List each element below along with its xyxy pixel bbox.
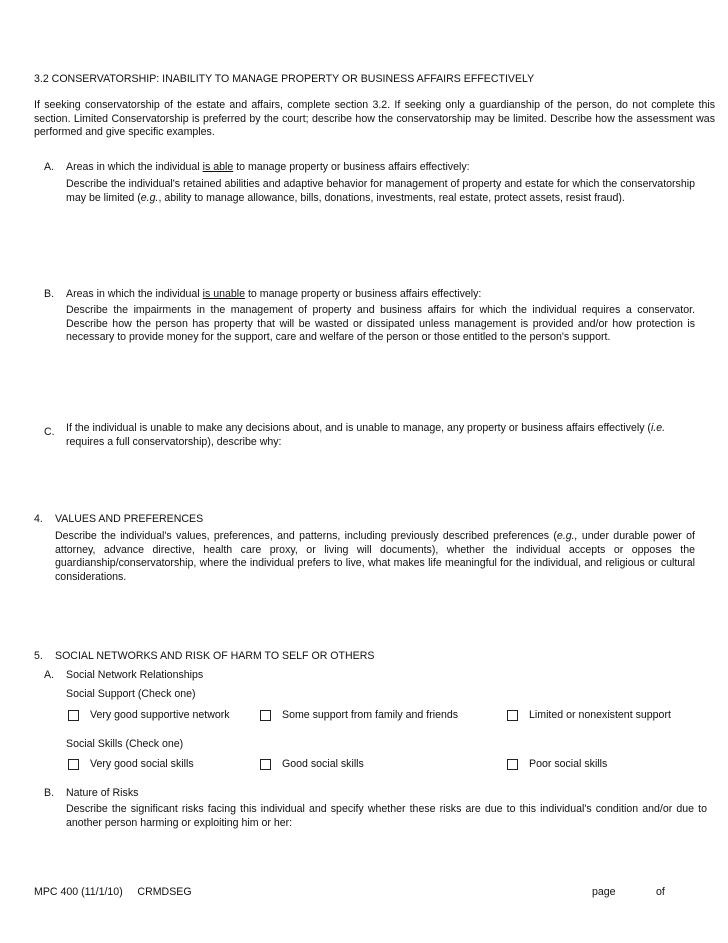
checkbox-limited-support[interactable] <box>507 710 518 721</box>
section-5-heading: SOCIAL NETWORKS AND RISK OF HARM TO SELF OR OTHERS <box>55 650 375 662</box>
checkbox-very-good-supportive-network[interactable] <box>68 710 79 721</box>
item-3-2-c-text: If the individual is unable to make any decisions about, and is unable to manage, any property or business affairs effectively (i.e. requires a full conservatorship), describe why: <box>66 422 666 448</box>
item-3-2-a-letter: A. <box>44 161 55 173</box>
checkbox-some-support[interactable] <box>260 710 271 721</box>
form-id: MPC 400 (11/1/10) CRMDSEG <box>34 886 192 898</box>
is-able-underlined: is able <box>202 161 234 173</box>
item-3-2-a-lead: Areas in which the individual is able to manage property or business affairs effectively: <box>66 161 470 173</box>
item-3-2-b-letter: B. <box>44 288 55 300</box>
item-5-b-description: Describe the significant risks facing this individual and specify whether these risks are due to this individual's condition and/or due to another person harming or exploiting him or her: <box>66 803 707 829</box>
item-3-2-a-description: Describe the individual's retained abilities and adaptive behavior for management of property and estate for which the conservatorship may be limited (e.g., ability to manage allowance, bills, donations, investments, real estate, protect assets, resist fraud). <box>66 178 695 204</box>
section-4-description: Describe the individual's values, preferences, and patterns, including previously described preferences (e.g., under durable power of attorney, advance directive, health care proxy, or living will documents), whether the individual accepts or opposes the guardianship/conservatorship, where the individual prefers to live, what makes life meaningful for the individual, and religious or cultural considerations. <box>55 530 695 583</box>
option-very-good-supportive-network: Very good supportive network <box>90 709 230 721</box>
option-limited-support: Limited or nonexistent support <box>529 709 671 721</box>
item-5-a-title: Social Network Relationships <box>66 669 204 681</box>
section-4-number: 4. <box>34 513 43 525</box>
item-5-a-letter: A. <box>44 669 55 681</box>
section-4-heading: VALUES AND PREFERENCES <box>55 513 204 525</box>
option-poor-social-skills: Poor social skills <box>529 758 608 770</box>
checkbox-good-social-skills[interactable] <box>260 759 271 770</box>
option-some-support: Some support from family and friends <box>282 709 459 721</box>
item-3-2-c-letter: C. <box>44 426 55 438</box>
item-5-b-letter: B. <box>44 787 55 799</box>
checkbox-poor-social-skills[interactable] <box>507 759 518 770</box>
section-5-number: 5. <box>34 650 43 662</box>
option-good-social-skills: Good social skills <box>282 758 364 770</box>
section-3-2-intro: If seeking conservatorship of the estate and affairs, complete section 3.2. If seeking only a guardianship of the person, do not complete this section. Limited Conservatorship is preferred by the court; describe how the conservatorship may be limited. Describe how the assessment was performed and give specific examples. <box>34 99 715 139</box>
page-label: page <box>592 886 616 898</box>
checkbox-very-good-social-skills[interactable] <box>68 759 79 770</box>
of-label: of <box>656 886 665 898</box>
social-support-label: Social Support (Check one) <box>66 688 196 700</box>
option-very-good-social-skills: Very good social skills <box>90 758 194 770</box>
item-3-2-b-description: Describe the impairments in the management of property and business affairs for which the individual requires a conservator. Describe how the person has property that will be wasted or dissipated unless management is provided and/or how protection is necessary to provide money for the support, care and welfare of the person or those entitled to the person's support. <box>66 304 695 344</box>
item-3-2-b-lead: Areas in which the individual is unable to manage property or business affairs effectively: <box>66 288 482 300</box>
item-5-b-title: Nature of Risks <box>66 787 139 799</box>
social-skills-label: Social Skills (Check one) <box>66 738 184 750</box>
section-3-2-heading: 3.2 CONSERVATORSHIP: INABILITY TO MANAGE PROPERTY OR BUSINESS AFFAIRS EFFECTIVELY <box>34 73 535 85</box>
is-unable-underlined: is unable <box>202 288 246 300</box>
